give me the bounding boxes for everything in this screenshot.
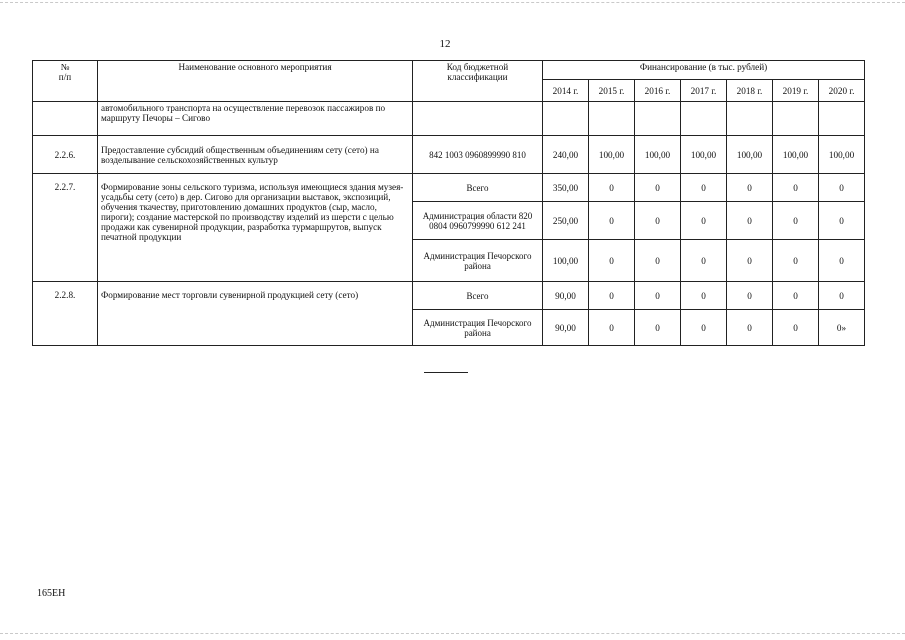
row-value: 100,00 xyxy=(773,136,819,174)
header-year: 2016 г. xyxy=(635,80,681,102)
row-value: 0 xyxy=(819,282,865,310)
header-year: 2018 г. xyxy=(727,80,773,102)
row-value: 100,00 xyxy=(543,240,589,282)
row-value xyxy=(635,102,681,136)
row-value: 0 xyxy=(727,202,773,240)
row-code: Администрация Печорского района xyxy=(413,310,543,346)
row-value: 0 xyxy=(589,282,635,310)
row-value: 0 xyxy=(819,174,865,202)
row-value: 0 xyxy=(635,310,681,346)
row-num: 2.2.8. xyxy=(33,282,98,346)
header-financing: Финансирование (в тыс. рублей) xyxy=(543,61,865,80)
row-value: 0 xyxy=(819,202,865,240)
scan-edge-bottom xyxy=(0,633,905,634)
header-row-1 xyxy=(33,61,865,80)
row-value: 0 xyxy=(635,174,681,202)
header-year: 2015 г. xyxy=(589,80,635,102)
row-code: Всего xyxy=(413,174,543,202)
row-code: Администрация области 820 0804 0960799990 612 241 xyxy=(413,202,543,240)
row-value: 0 xyxy=(589,174,635,202)
row-value: 100,00 xyxy=(681,136,727,174)
row-value: 0 xyxy=(773,282,819,310)
row-value: 90,00 xyxy=(543,282,589,310)
row-value xyxy=(681,102,727,136)
row-value: 0 xyxy=(635,202,681,240)
row-value: 0 xyxy=(681,282,727,310)
row-value: 0 xyxy=(681,310,727,346)
row-num xyxy=(33,102,98,136)
row-value: 0» xyxy=(819,310,865,346)
header-year: 2017 г. xyxy=(681,80,727,102)
table-row xyxy=(33,102,865,136)
footer-code: 165ЕН xyxy=(37,588,66,599)
row-value: 0 xyxy=(727,174,773,202)
row-value: 0 xyxy=(773,310,819,346)
row-code: Всего xyxy=(413,282,543,310)
row-value: 0 xyxy=(773,240,819,282)
table-row xyxy=(33,174,865,202)
row-value: 0 xyxy=(589,202,635,240)
row-value: 100,00 xyxy=(819,136,865,174)
row-code: Администрация Печорского района xyxy=(413,240,543,282)
table-row xyxy=(33,282,865,310)
row-num: 2.2.7. xyxy=(33,174,98,282)
row-value: 0 xyxy=(635,282,681,310)
row-value: 0 xyxy=(681,174,727,202)
row-value xyxy=(727,102,773,136)
row-code xyxy=(413,102,543,136)
row-value: 0 xyxy=(589,310,635,346)
table-row xyxy=(33,136,865,174)
header-year: 2020 г. xyxy=(819,80,865,102)
row-name: Предоставление субсидий общественным объединениям сету (сето) на возделывание сельскохозяйственных культур xyxy=(98,136,413,174)
row-value: 100,00 xyxy=(727,136,773,174)
header-code: Код бюджетной классификации xyxy=(413,61,543,102)
row-value: 0 xyxy=(681,202,727,240)
row-num: 2.2.6. xyxy=(33,136,98,174)
row-value: 0 xyxy=(819,240,865,282)
row-value: 0 xyxy=(589,240,635,282)
row-value: 0 xyxy=(681,240,727,282)
header-year: 2014 г. xyxy=(543,80,589,102)
row-value xyxy=(589,102,635,136)
row-value: 0 xyxy=(635,240,681,282)
header-name: Наименование основного мероприятия xyxy=(98,61,413,102)
row-value: 240,00 xyxy=(543,136,589,174)
row-value: 0 xyxy=(773,174,819,202)
row-value: 0 xyxy=(727,310,773,346)
financing-table xyxy=(32,60,865,346)
row-value: 100,00 xyxy=(589,136,635,174)
row-name: автомобильного транспорта на осуществление перевозок пассажиров по маршруту Печоры – Сигово xyxy=(98,102,413,136)
row-value: 0 xyxy=(727,240,773,282)
row-value xyxy=(819,102,865,136)
row-name: Формирование мест торговли сувенирной продукцией сету (сето) xyxy=(98,282,413,346)
row-name: Формирование зоны сельского туризма, используя имеющиеся здания музея-усадьбы сету (сето) в дер. Сигово для организации выставок, экспозиций, обучения ткачеству, приготовлению домашних продуктов (сыр, масло, пироги); создание мастерской по производству изделий из шерсти с целью продажи как сувенирной продукции, разработка турмаршрутов, выпуск печатной продукции xyxy=(98,174,413,282)
page-number: 12 xyxy=(439,38,451,50)
row-code: 842 1003 0960899990 810 xyxy=(413,136,543,174)
row-value: 250,00 xyxy=(543,202,589,240)
row-value: 350,00 xyxy=(543,174,589,202)
header-year: 2019 г. xyxy=(773,80,819,102)
closing-divider xyxy=(424,372,468,373)
row-value: 100,00 xyxy=(635,136,681,174)
row-value xyxy=(773,102,819,136)
scan-edge-top xyxy=(0,2,905,3)
row-value: 0 xyxy=(773,202,819,240)
row-value: 0 xyxy=(727,282,773,310)
row-value: 90,00 xyxy=(543,310,589,346)
row-value xyxy=(543,102,589,136)
header-num: № п/п xyxy=(33,61,98,102)
